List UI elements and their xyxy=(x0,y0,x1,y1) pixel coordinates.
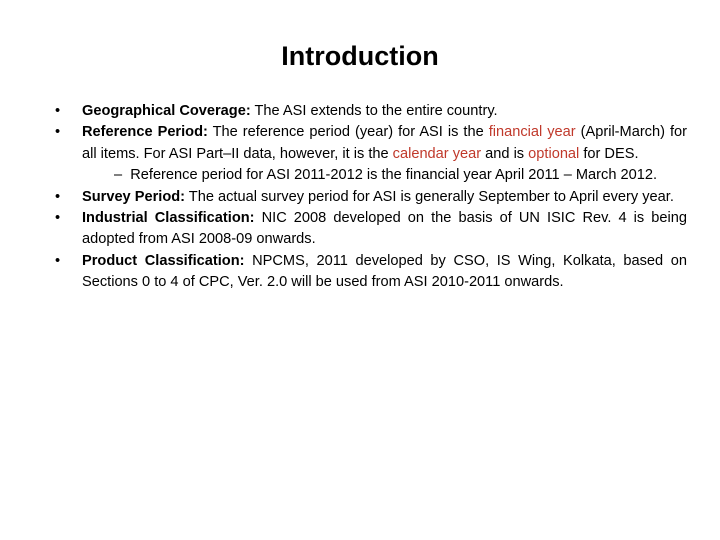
slide-title: Introduction xyxy=(281,41,439,71)
bullet-label: Product Classification: xyxy=(82,252,245,269)
bullet-text: The ASI extends to the entire country. xyxy=(250,103,498,119)
bullet-text: for DES. xyxy=(579,145,639,162)
bullet-dot-icon: • xyxy=(55,124,61,141)
highlight-optional: optional xyxy=(528,145,580,162)
bullet-dot-icon: • xyxy=(55,210,61,227)
sub-bullet-text: Reference period for ASI 2011-2012 is the financial year April 2011 – March 2012. xyxy=(130,167,658,184)
bullet-text: NPCMS, 2011 developed by CSO, IS Wing, Kolkata, based on Sections 0 to 4 of CPC, Ver. 2.0 will be used from ASI 2010-2011 onwards. xyxy=(82,252,688,291)
bullet-reference-period xyxy=(55,122,687,186)
bullet-industrial-classification xyxy=(55,208,687,251)
dash-icon: – xyxy=(114,167,123,184)
bullet-dot-icon: • xyxy=(55,103,61,119)
bullet-product-classification xyxy=(55,251,687,294)
bullet-geographical-coverage xyxy=(55,101,687,122)
highlight-financial-year: financial year xyxy=(488,124,576,141)
sub-bullet-reference-2011 xyxy=(114,165,687,186)
bullet-label: Reference Period: xyxy=(82,124,208,141)
bullet-label: Geographical Coverage: xyxy=(82,103,251,119)
bullet-text: NIC 2008 developed on the basis of UN ISIC Rev. 4 is being adopted from ASI 2008-09 onwards. xyxy=(82,210,688,248)
bullet-text: The actual survey period for ASI is generally September to April every year. xyxy=(185,188,674,205)
bullet-survey-period xyxy=(55,187,687,208)
bullet-text: The reference period (year) for ASI is the xyxy=(207,124,489,141)
bullet-dot-icon: • xyxy=(55,252,61,269)
bullet-dot-icon: • xyxy=(55,188,61,205)
bullet-label: Industrial Classification: xyxy=(82,210,255,227)
highlight-calendar-year: calendar year xyxy=(392,145,482,162)
bullet-label: Survey Period: xyxy=(82,188,186,205)
bullet-text: and is xyxy=(481,145,529,162)
bullet-list xyxy=(55,101,687,294)
sub-bullet-list xyxy=(82,165,687,186)
bullet-text: (April-March) for all items. For ASI Part–II data, however, it is the xyxy=(82,124,687,162)
